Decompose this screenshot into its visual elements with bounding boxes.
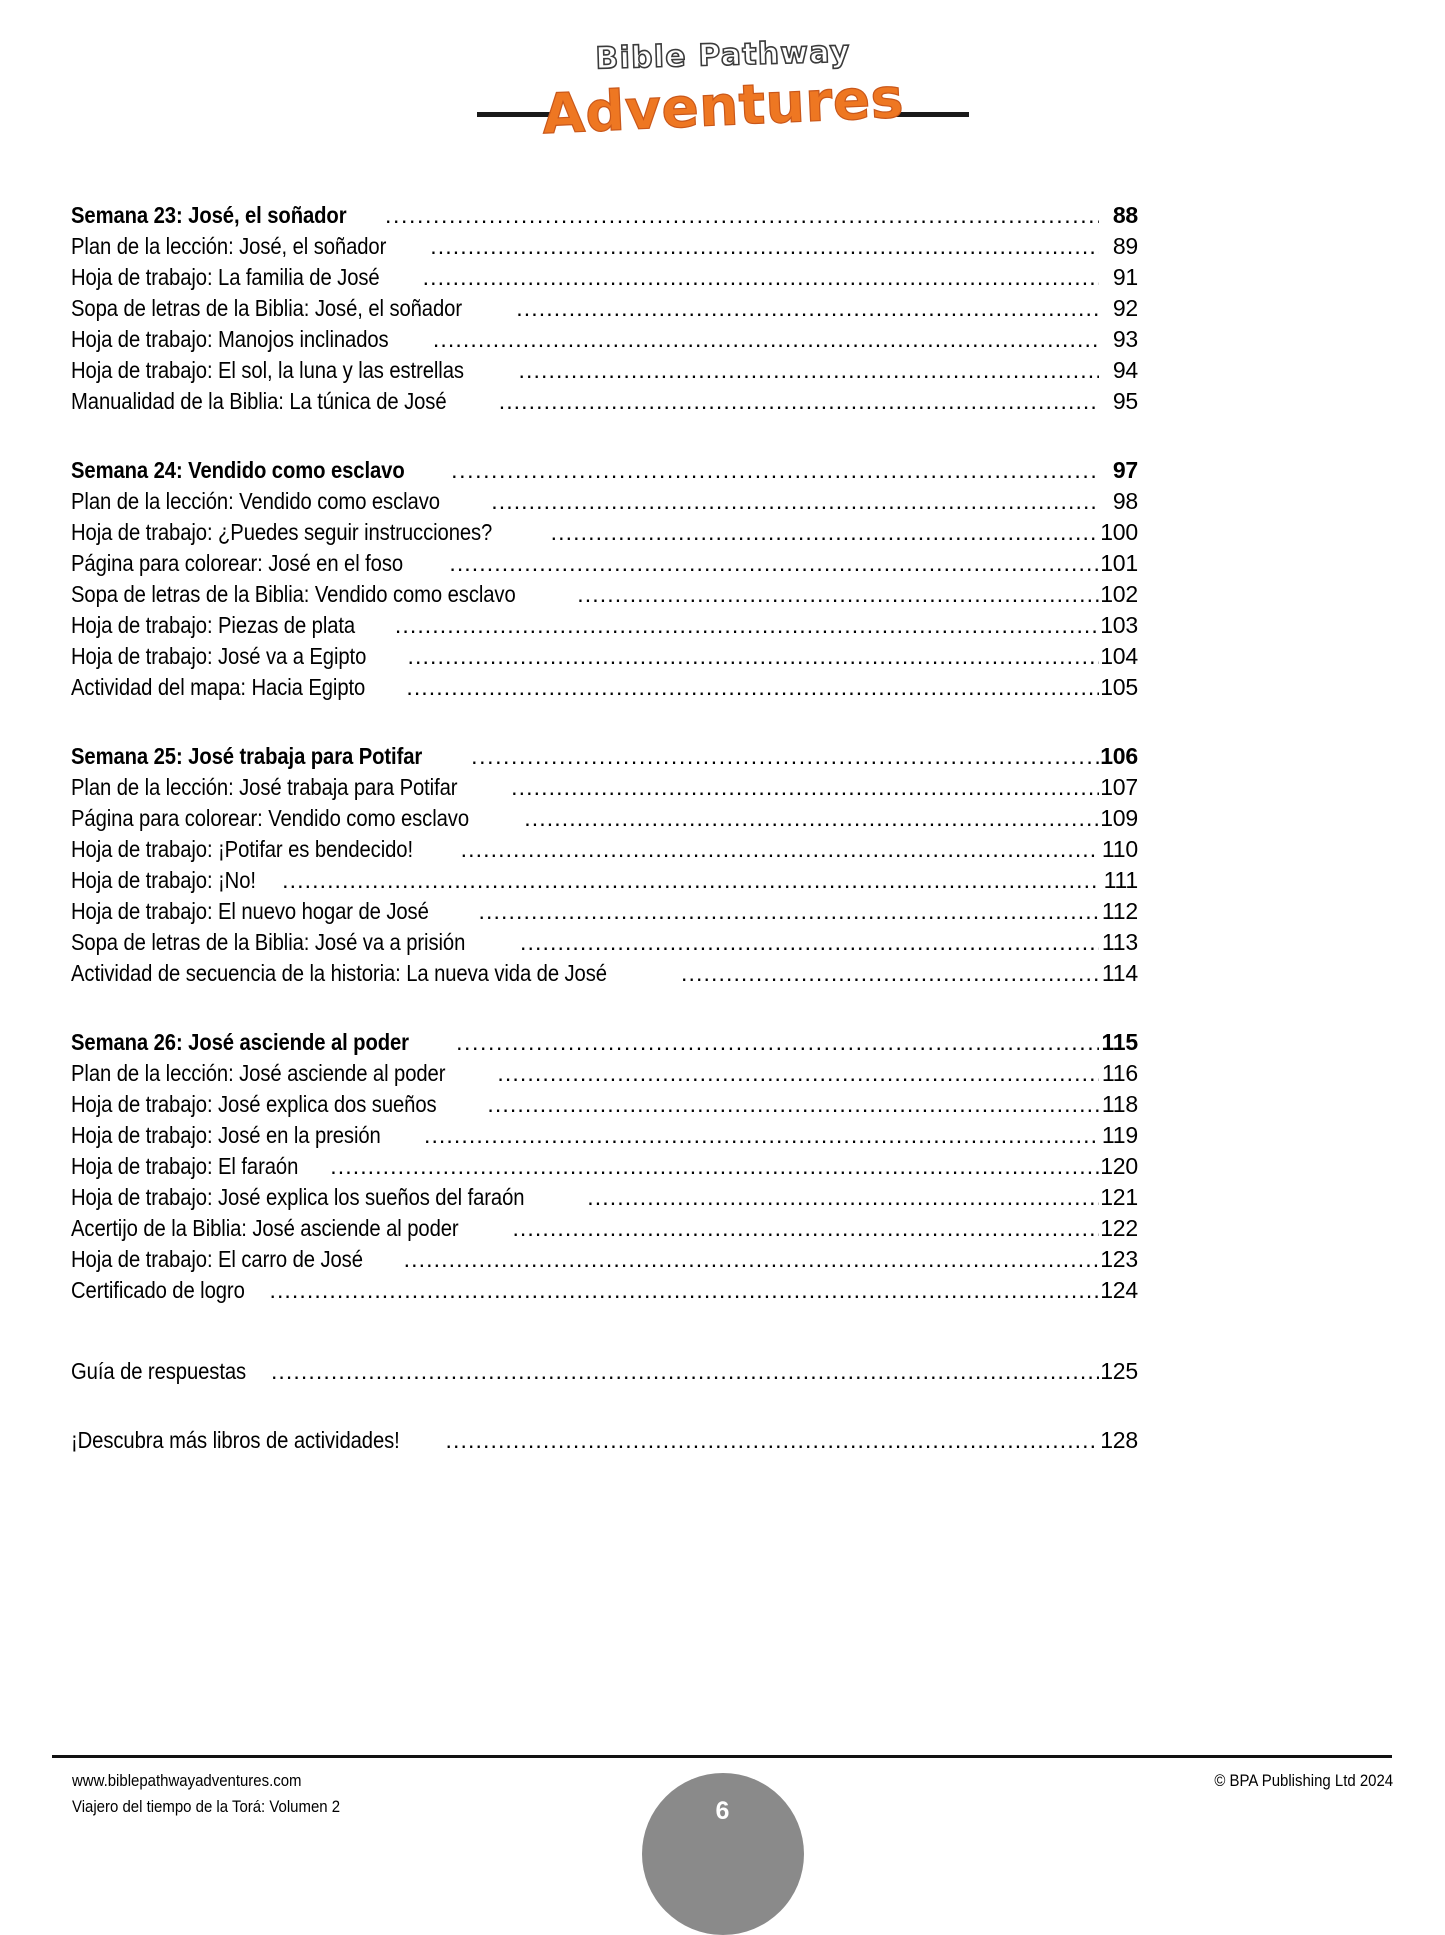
toc-leader-dots [516, 293, 1099, 324]
toc-leader-dots [449, 548, 1099, 579]
toc-entry-title: Plan de la lección: José trabaja para Potifar [71, 774, 458, 800]
toc-entry[interactable] [71, 1275, 1138, 1306]
toc-page-number: 100 [1100, 519, 1138, 545]
toc-entry-title: Certificado de logro [71, 1277, 245, 1303]
toc-leader-dots [461, 834, 1099, 865]
toc-entry-title: Acertijo de la Biblia: José asciende al poder [71, 1215, 459, 1241]
toc-entry-title: Actividad de secuencia de la historia: La nueva vida de José [71, 960, 607, 986]
toc-page-number: 122 [1100, 1215, 1138, 1241]
toc-page-number: 124 [1100, 1277, 1138, 1303]
toc-entry-title: Sopa de letras de la Biblia: José, el soñador [71, 295, 462, 321]
toc-entry-title: Hoja de trabajo: La familia de José [71, 264, 380, 290]
toc-entry[interactable] [71, 486, 1138, 517]
toc-entry[interactable] [71, 672, 1138, 703]
toc-page-number: 103 [1100, 612, 1138, 638]
toc-entry[interactable] [71, 324, 1138, 355]
toc-leader-dots [497, 1058, 1099, 1089]
toc-entry[interactable] [71, 896, 1138, 927]
toc-section-heading[interactable] [71, 741, 1138, 772]
toc-leader-dots [499, 386, 1099, 417]
toc-entry-title: Hoja de trabajo: José explica dos sueños [71, 1091, 437, 1117]
toc-section-heading[interactable] [71, 1027, 1138, 1058]
toc-page-number: 115 [1101, 1029, 1138, 1055]
toc-leader-dots [519, 355, 1100, 386]
toc-page-number: 105 [1100, 674, 1138, 700]
toc-entry[interactable] [71, 548, 1138, 579]
toc-entry-title: Hoja de trabajo: Piezas de plata [71, 612, 356, 638]
toc-page-number: 123 [1100, 1246, 1138, 1272]
toc-section-heading[interactable] [71, 200, 1138, 231]
logo-primary-text: Bible Pathway [594, 33, 851, 77]
toc-page-number: 116 [1101, 1060, 1138, 1086]
toc-page-number: 97 [1112, 457, 1138, 483]
toc-leader-dots [433, 324, 1099, 355]
toc-leader-dots [385, 200, 1099, 231]
toc-entry[interactable] [71, 610, 1138, 641]
toc-entry[interactable] [71, 1244, 1138, 1275]
toc-page-number: 94 [1112, 357, 1138, 383]
footer-right-block [1214, 1768, 1393, 1794]
toc-entry[interactable] [71, 386, 1138, 417]
toc-leader-dots [269, 1275, 1099, 1306]
toc-entry[interactable] [71, 517, 1138, 548]
toc-page-number: 125 [1100, 1358, 1138, 1384]
toc-entry[interactable] [71, 1089, 1138, 1120]
footer-copyright: © BPA Publishing Ltd 2024 [1214, 1771, 1393, 1790]
table-of-contents [71, 200, 1138, 1456]
toc-page-number: 101 [1100, 550, 1138, 576]
toc-page-number: 128 [1100, 1427, 1138, 1453]
toc-group [71, 455, 1138, 703]
toc-entry-title: Plan de la lección: José, el soñador [71, 233, 387, 259]
toc-page-number: 121 [1100, 1184, 1138, 1210]
toc-page-number: 89 [1112, 233, 1138, 259]
toc-entry[interactable] [71, 231, 1138, 262]
toc-page-number: 119 [1101, 1122, 1138, 1148]
toc-entry-title: Hoja de trabajo: José va a Egipto [71, 643, 367, 669]
toc-entry-title: Hoja de trabajo: El sol, la luna y las estrellas [71, 357, 464, 383]
toc-entry[interactable] [71, 293, 1138, 324]
page-number-badge [642, 1773, 804, 1935]
toc-entry-title: Guía de respuestas [71, 1358, 247, 1384]
toc-leader-dots [524, 803, 1099, 834]
toc-entry-title: Plan de la lección: José asciende al poder [71, 1060, 446, 1086]
toc-entry-title: Hoja de trabajo: José en la presión [71, 1122, 381, 1148]
toc-leader-dots [424, 1120, 1099, 1151]
toc-leader-dots [271, 1356, 1099, 1387]
toc-leader-dots [512, 1213, 1099, 1244]
footer-left-block [72, 1768, 340, 1820]
toc-entry-title: Hoja de trabajo: El carro de José [71, 1246, 363, 1272]
toc-page-number: 104 [1100, 643, 1138, 669]
toc-group [71, 1027, 1138, 1306]
toc-leader-dots [404, 1244, 1099, 1275]
toc-leader-dots [551, 517, 1099, 548]
toc-page-number: 111 [1103, 867, 1138, 893]
toc-page-number: 120 [1100, 1153, 1138, 1179]
toc-entry-title: Página para colorear: Vendido como esclavo [71, 805, 469, 831]
toc-page-number: 113 [1101, 929, 1138, 955]
toc-entry[interactable] [71, 641, 1138, 672]
toc-page-number: 109 [1100, 805, 1138, 831]
toc-page-number: 102 [1100, 581, 1138, 607]
toc-section-title: Semana 24: Vendido como esclavo [71, 457, 405, 483]
toc-extras-group [71, 1356, 1138, 1456]
toc-leader-dots [430, 231, 1099, 262]
toc-page-number: 107 [1100, 774, 1138, 800]
toc-page-number: 114 [1101, 960, 1138, 986]
toc-page-number: 88 [1112, 202, 1138, 228]
toc-page-number: 98 [1112, 488, 1138, 514]
page-number-text: 6 [715, 1797, 730, 1825]
toc-entry-title: Plan de la lección: Vendido como esclavo [71, 488, 440, 514]
logo-wordmark [540, 33, 905, 148]
toc-page-number: 95 [1112, 388, 1138, 414]
toc-leader-dots [511, 772, 1099, 803]
toc-entry-title: Hoja de trabajo: El nuevo hogar de José [71, 898, 429, 924]
toc-entry-title: Hoja de trabajo: ¿Puedes seguir instrucciones? [71, 519, 493, 545]
toc-page-number: 93 [1112, 326, 1138, 352]
toc-page-number: 91 [1112, 264, 1138, 290]
toc-group [71, 741, 1138, 989]
brand-logo [0, 34, 1445, 149]
page-footer [0, 1768, 1445, 1858]
toc-leader-dots [577, 579, 1099, 610]
toc-entry[interactable] [71, 1425, 1138, 1456]
toc-leader-dots [520, 927, 1099, 958]
toc-entry[interactable] [71, 579, 1138, 610]
toc-page-number: 92 [1112, 295, 1138, 321]
logo-secondary-text: Adventures [540, 65, 905, 146]
toc-leader-dots [408, 641, 1099, 672]
toc-section-title: Semana 23: José, el soñador [71, 202, 347, 228]
toc-entry-title: Hoja de trabajo: Manojos inclinados [71, 326, 389, 352]
toc-leader-dots [479, 896, 1099, 927]
toc-entry[interactable] [71, 1356, 1138, 1387]
toc-entry[interactable] [71, 1058, 1138, 1089]
toc-leader-dots [471, 741, 1099, 772]
toc-leader-dots [491, 486, 1099, 517]
toc-entry[interactable] [71, 834, 1138, 865]
toc-entry[interactable] [71, 958, 1138, 989]
toc-page-number: 106 [1100, 743, 1138, 769]
toc-entry[interactable] [71, 803, 1138, 834]
toc-leader-dots [423, 262, 1099, 293]
toc-leader-dots [681, 958, 1099, 989]
toc-section-title: Semana 26: José asciende al poder [71, 1029, 409, 1055]
toc-entry[interactable] [71, 1182, 1138, 1213]
toc-leader-dots [406, 672, 1099, 703]
footer-divider [52, 1755, 1392, 1758]
toc-section-heading[interactable] [71, 455, 1138, 486]
toc-leader-dots [330, 1151, 1099, 1182]
toc-page-number: 112 [1101, 898, 1138, 924]
toc-entry[interactable] [71, 1213, 1138, 1244]
toc-entry[interactable] [71, 772, 1138, 803]
toc-entry-title: Manualidad de la Biblia: La túnica de José [71, 388, 447, 414]
toc-entry[interactable] [71, 865, 1138, 896]
toc-entry[interactable] [71, 262, 1138, 293]
toc-leader-dots [487, 1089, 1099, 1120]
toc-entry[interactable] [71, 355, 1138, 386]
toc-entry-title: Hoja de trabajo: El faraón [71, 1153, 299, 1179]
toc-entry-title: Página para colorear: José en el foso [71, 550, 404, 576]
toc-entry[interactable] [71, 927, 1138, 958]
toc-entry-title: Hoja de trabajo: ¡Potifar es bendecido! [71, 836, 413, 862]
toc-entry-title: ¡Descubra más libros de actividades! [71, 1427, 400, 1453]
toc-entry[interactable] [71, 1151, 1138, 1182]
toc-leader-dots [451, 455, 1099, 486]
toc-page-number: 110 [1101, 836, 1138, 862]
toc-entry[interactable] [71, 1120, 1138, 1151]
toc-group [71, 200, 1138, 417]
toc-leader-dots [456, 1027, 1099, 1058]
toc-section-title: Semana 25: José trabaja para Potifar [71, 743, 423, 769]
toc-leader-dots [446, 1425, 1099, 1456]
footer-website[interactable]: www.biblepathwayadventures.com [72, 1771, 302, 1790]
toc-leader-dots [587, 1182, 1099, 1213]
toc-entry-title: Sopa de letras de la Biblia: Vendido como esclavo [71, 581, 516, 607]
toc-leader-dots [395, 610, 1099, 641]
toc-entry-title: Sopa de letras de la Biblia: José va a prisión [71, 929, 466, 955]
footer-book-title: Viajero del tiempo de la Torá: Volumen 2 [72, 1797, 341, 1816]
toc-leader-dots [282, 865, 1099, 896]
toc-entry-title: Hoja de trabajo: ¡No! [71, 867, 256, 893]
toc-page-number: 118 [1101, 1091, 1138, 1117]
toc-entry-title: Actividad del mapa: Hacia Egipto [71, 674, 366, 700]
toc-entry-title: Hoja de trabajo: José explica los sueños del faraón [71, 1184, 525, 1210]
